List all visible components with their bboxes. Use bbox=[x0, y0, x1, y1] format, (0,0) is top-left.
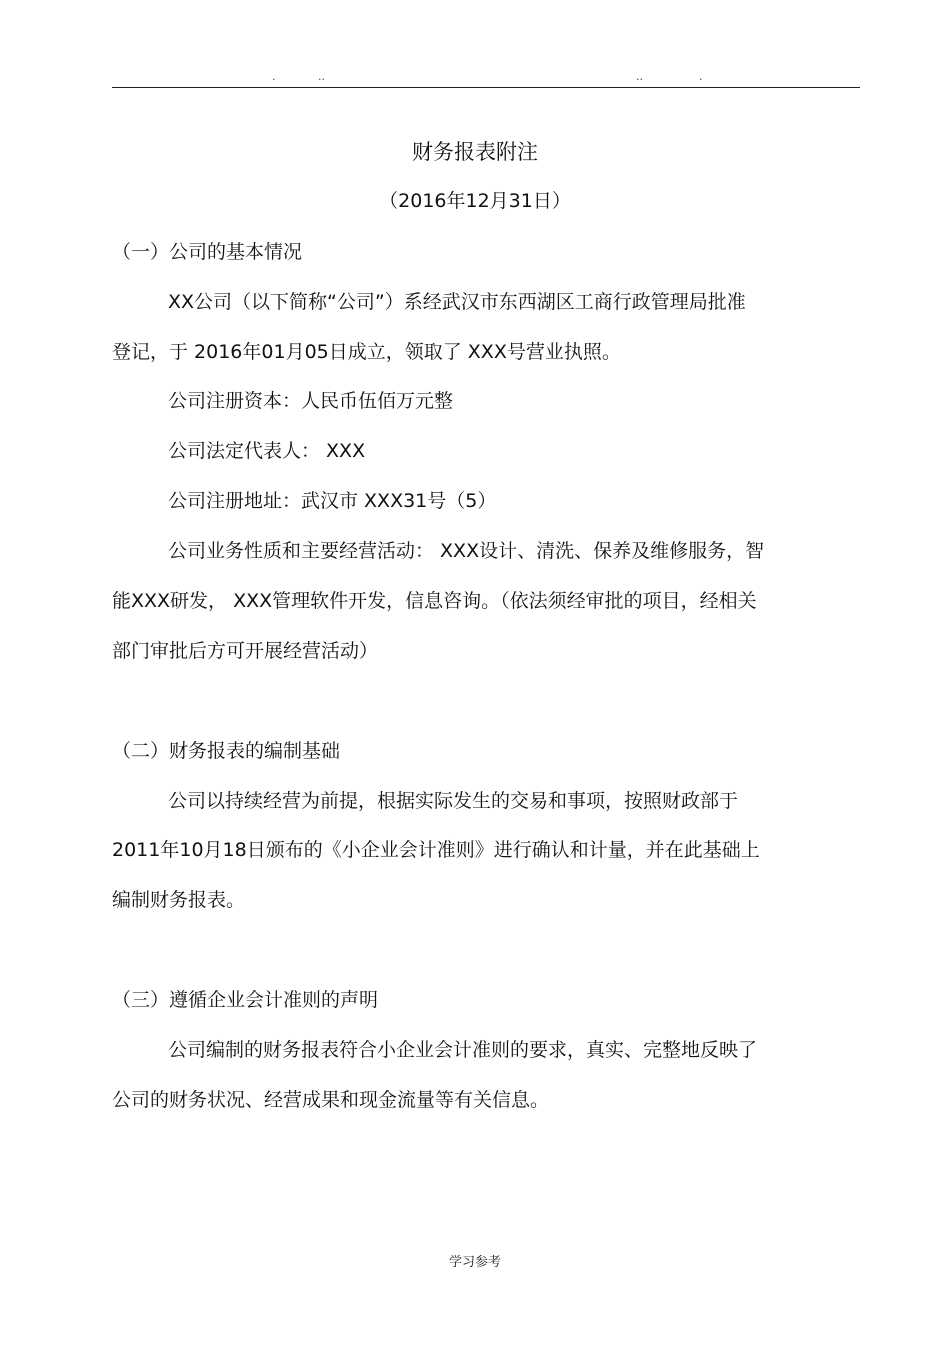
section-1-heading: （一）公司的基本情况 bbox=[112, 241, 303, 263]
section-3-heading: （三）遵循企业会计准则的声明 bbox=[112, 989, 379, 1011]
business-scope-line: 能XXX研发， XXX管理软件开发，信息咨询。（依法须经审批的项目，经相关 bbox=[112, 590, 757, 612]
registered-capital: 公司注册资本：人民币伍佰万元整 bbox=[168, 390, 454, 412]
s3-paragraph-line: 公司编制的财务报表符合小企业会计准则的要求，真实、完整地反映了 bbox=[168, 1039, 758, 1061]
s3-paragraph-line: 公司的财务状况、经营成果和现金流量等有关信息。 bbox=[112, 1089, 550, 1111]
s2-paragraph-line: 编制财务报表。 bbox=[112, 889, 246, 911]
s1-paragraph-line: XX公司（以下简称“公司”）系经武汉市东西湖区工商行政管理局批准 bbox=[168, 291, 746, 313]
section-2-heading: （二）财务报表的编制基础 bbox=[112, 740, 341, 762]
business-scope-line: 公司业务性质和主要经营活动： XXX设计、清洗、保养及维修服务，智 bbox=[168, 540, 765, 562]
page-header bbox=[0, 70, 950, 86]
header-dot: . bbox=[272, 70, 276, 83]
doc-date: （2016年12月31日） bbox=[379, 190, 571, 212]
s2-paragraph-line: 公司以持续经营为前提，根据实际发生的交易和事项，按照财政部于 bbox=[168, 790, 739, 812]
header-dot: . bbox=[699, 70, 703, 83]
header-dot: .. bbox=[318, 70, 325, 83]
page-footer: 学习参考 bbox=[448, 1255, 501, 1270]
s1-paragraph-line: 登记，于 2016年01月05日成立，领取了 XXX号营业执照。 bbox=[112, 341, 621, 363]
s2-paragraph-line: 2011年10月18日颁布的《小企业会计准则》进行确认和计量，并在此基础上 bbox=[112, 839, 760, 861]
header-rule bbox=[112, 87, 860, 88]
doc-title: 财务报表附注 bbox=[412, 140, 538, 164]
legal-representative: 公司法定代表人： XXX bbox=[168, 440, 366, 462]
registered-address: 公司注册地址：武汉市 XXX31号（5） bbox=[168, 490, 497, 512]
header-dot: .. bbox=[636, 70, 643, 83]
business-scope-line: 部门审批后方可开展经营活动） bbox=[112, 640, 379, 662]
